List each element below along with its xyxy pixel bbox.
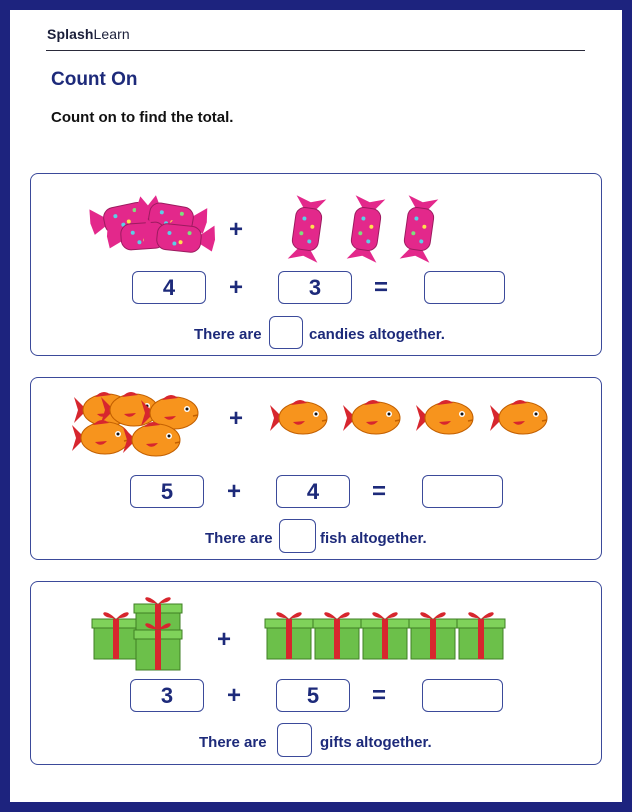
addend-b-box: 3 — [278, 271, 352, 304]
plus-sign: + — [229, 216, 244, 243]
brand-logo: SplashLearn — [47, 26, 130, 42]
fish-icon — [72, 392, 198, 456]
addend-b-box: 5 — [276, 679, 350, 712]
total-blank[interactable] — [279, 519, 316, 553]
addend-a-box: 3 — [130, 679, 204, 712]
sentence-end: fish altogether. — [320, 530, 427, 547]
addend-a-box: 4 — [132, 271, 206, 304]
addend-b-box: 4 — [276, 475, 350, 508]
header-divider — [46, 50, 585, 51]
plus-sign: + — [217, 626, 232, 653]
gift-icon — [265, 612, 505, 659]
answer-box[interactable] — [422, 679, 503, 712]
sentence-start: There are — [199, 734, 267, 751]
answer-box[interactable] — [422, 475, 503, 508]
worksheet — [10, 10, 622, 802]
answer-box[interactable] — [424, 271, 505, 304]
sentence-start: There are — [194, 326, 262, 343]
problem-2 — [30, 377, 602, 560]
sentence-end: candies altogether. — [309, 326, 445, 343]
instruction: Count on to find the total. — [51, 109, 234, 126]
equals-sign: = — [372, 682, 387, 709]
problem-3 — [30, 581, 602, 765]
equals-sign: = — [372, 478, 387, 505]
candy-icon — [288, 195, 439, 263]
fish-icon — [270, 400, 547, 434]
plus-sign: + — [227, 682, 242, 709]
gift-icon — [92, 597, 182, 670]
sentence-end: gifts altogether. — [320, 734, 432, 751]
total-blank[interactable] — [269, 316, 303, 349]
candy-icon — [87, 195, 216, 255]
page-title: Count On — [51, 69, 138, 90]
plus-sign: + — [229, 274, 244, 301]
gift-picture — [31, 582, 601, 672]
equals-sign: = — [374, 274, 389, 301]
total-blank[interactable] — [277, 723, 312, 757]
plus-sign: + — [229, 405, 244, 432]
sentence-start: There are — [205, 530, 273, 547]
candy-picture — [31, 174, 601, 264]
plus-sign: + — [227, 478, 242, 505]
problem-1 — [30, 173, 602, 356]
fish-picture — [31, 378, 601, 468]
addend-a-box: 5 — [130, 475, 204, 508]
